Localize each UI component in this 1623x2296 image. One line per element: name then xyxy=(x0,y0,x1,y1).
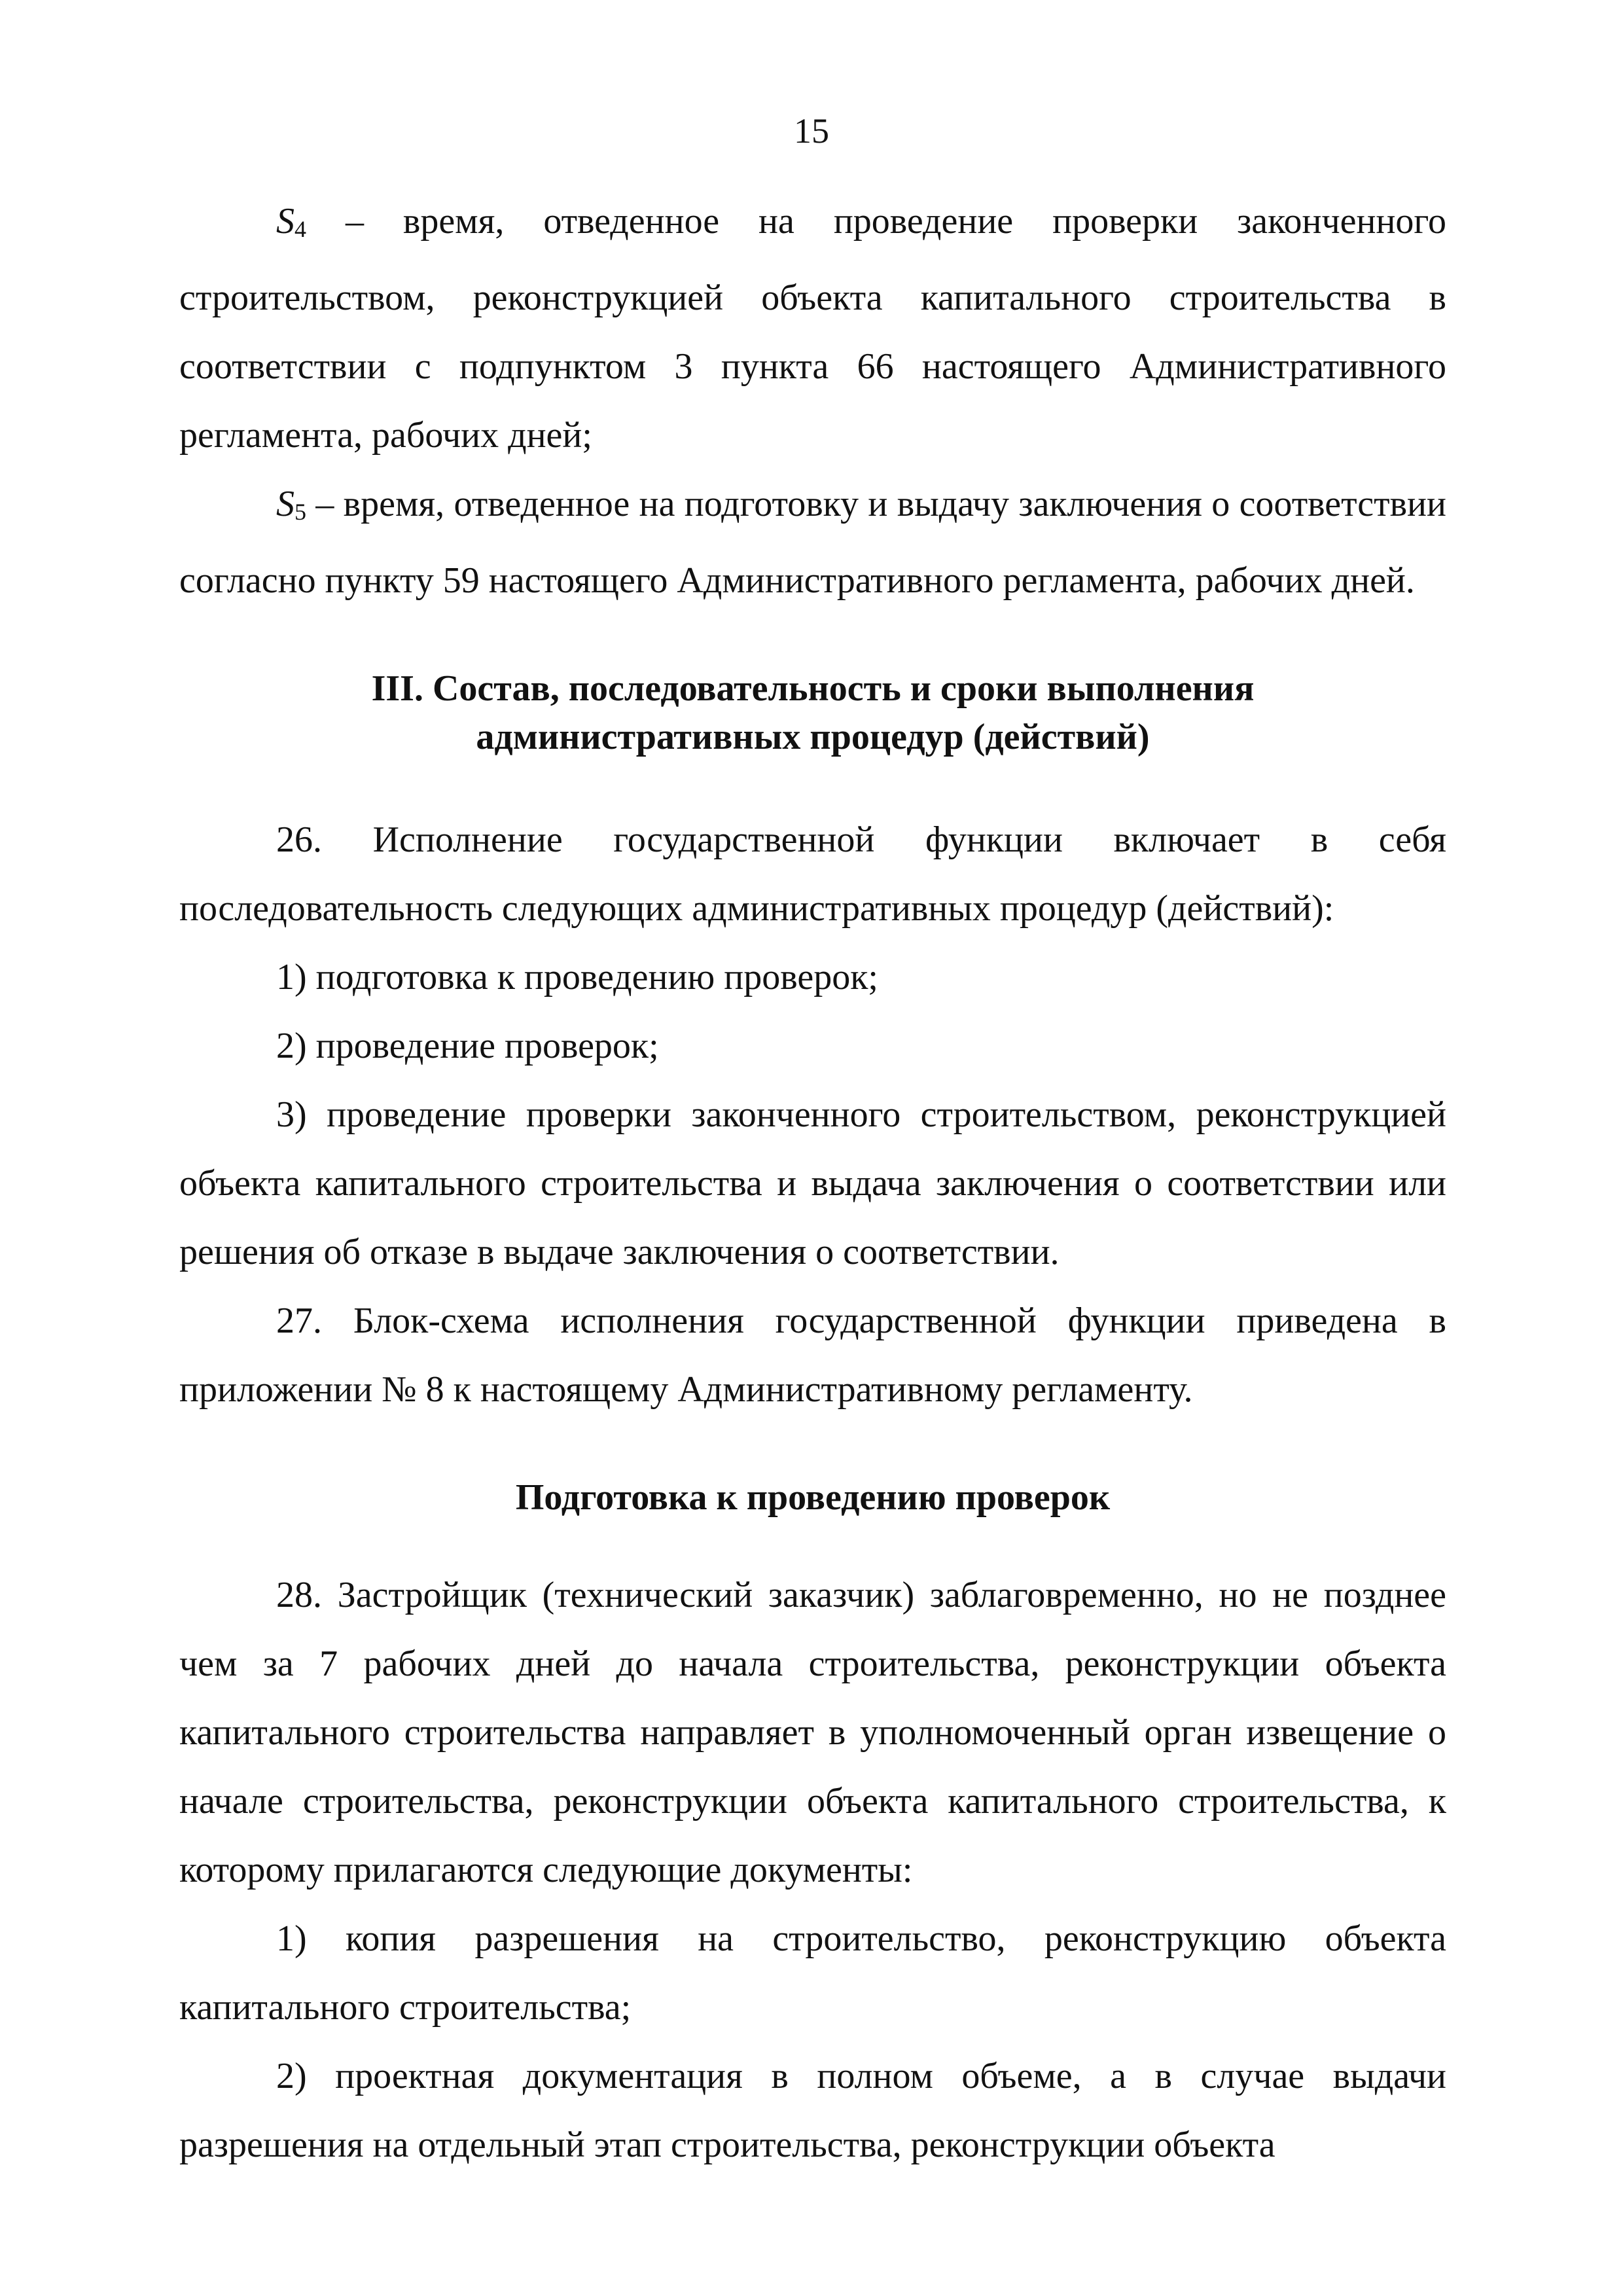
definition-s4 xyxy=(179,187,1446,470)
section-heading-line-1: III. Состав, последовательность и сроки выполнения xyxy=(371,668,1255,709)
definition-s5 xyxy=(179,470,1446,615)
paragraph-26: 26. Исполнение государственной функции включает в себя последовательность следующих административных процедур (действий): xyxy=(179,819,1446,929)
document-body xyxy=(179,187,1446,2179)
section-heading xyxy=(179,664,1446,761)
list-item-1: 1) подготовка к проведению проверок; xyxy=(276,957,878,997)
variable-symbol: S5 xyxy=(276,484,306,525)
list-item-3: 3) проведение проверки законченного строительством, реконструкцией объекта капитального строительства и выдача заключения о соответствии или решения об отказе в выдаче заключения о соответствии. xyxy=(179,1094,1446,1272)
definition-text: – время, отведенное на подготовку и выдачу заключения о соответствии согласно пункту 59 настоящего Административного регламента, рабочих дней. xyxy=(179,484,1446,601)
variable-symbol: S4 xyxy=(276,201,306,242)
subsection-heading: Подготовка к проведению проверок xyxy=(515,1477,1111,1518)
page-number: 15 xyxy=(794,111,829,151)
paragraph-27: 27. Блок-схема исполнения государственной функции приведена в приложении № 8 к настоящему Административному регламенту. xyxy=(179,1300,1446,1410)
document-item-1: 1) копия разрешения на строительство, реконструкцию объекта капитального строительства; xyxy=(179,1918,1446,2028)
list-item-2: 2) проведение проверок; xyxy=(276,1026,659,1066)
document-item-2: 2) проектная документация в полном объеме, а в случае выдачи разрешения на отдельный этап строительства, реконструкции объекта xyxy=(179,2056,1446,2165)
definition-text: – время, отведенное на проведение проверки законченного строительством, реконструкцией объекта капитального строительства в соответствии с подпунктом 3 пункта 66 настоящего Административного регламента, рабочих дней; xyxy=(179,201,1446,456)
section-heading-line-2: административных процедур (действий) xyxy=(476,717,1150,757)
paragraph-28: 28. Застройщик (технический заказчик) заблаговременно, но не позднее чем за 7 рабочих дней до начала строительства, реконструкции объекта капитального строительства направляет в уполномоченный орган извещение о начале строительства, реконструкции объекта капитального строительства, к которому прилагаются следующие документы: xyxy=(179,1575,1446,1890)
